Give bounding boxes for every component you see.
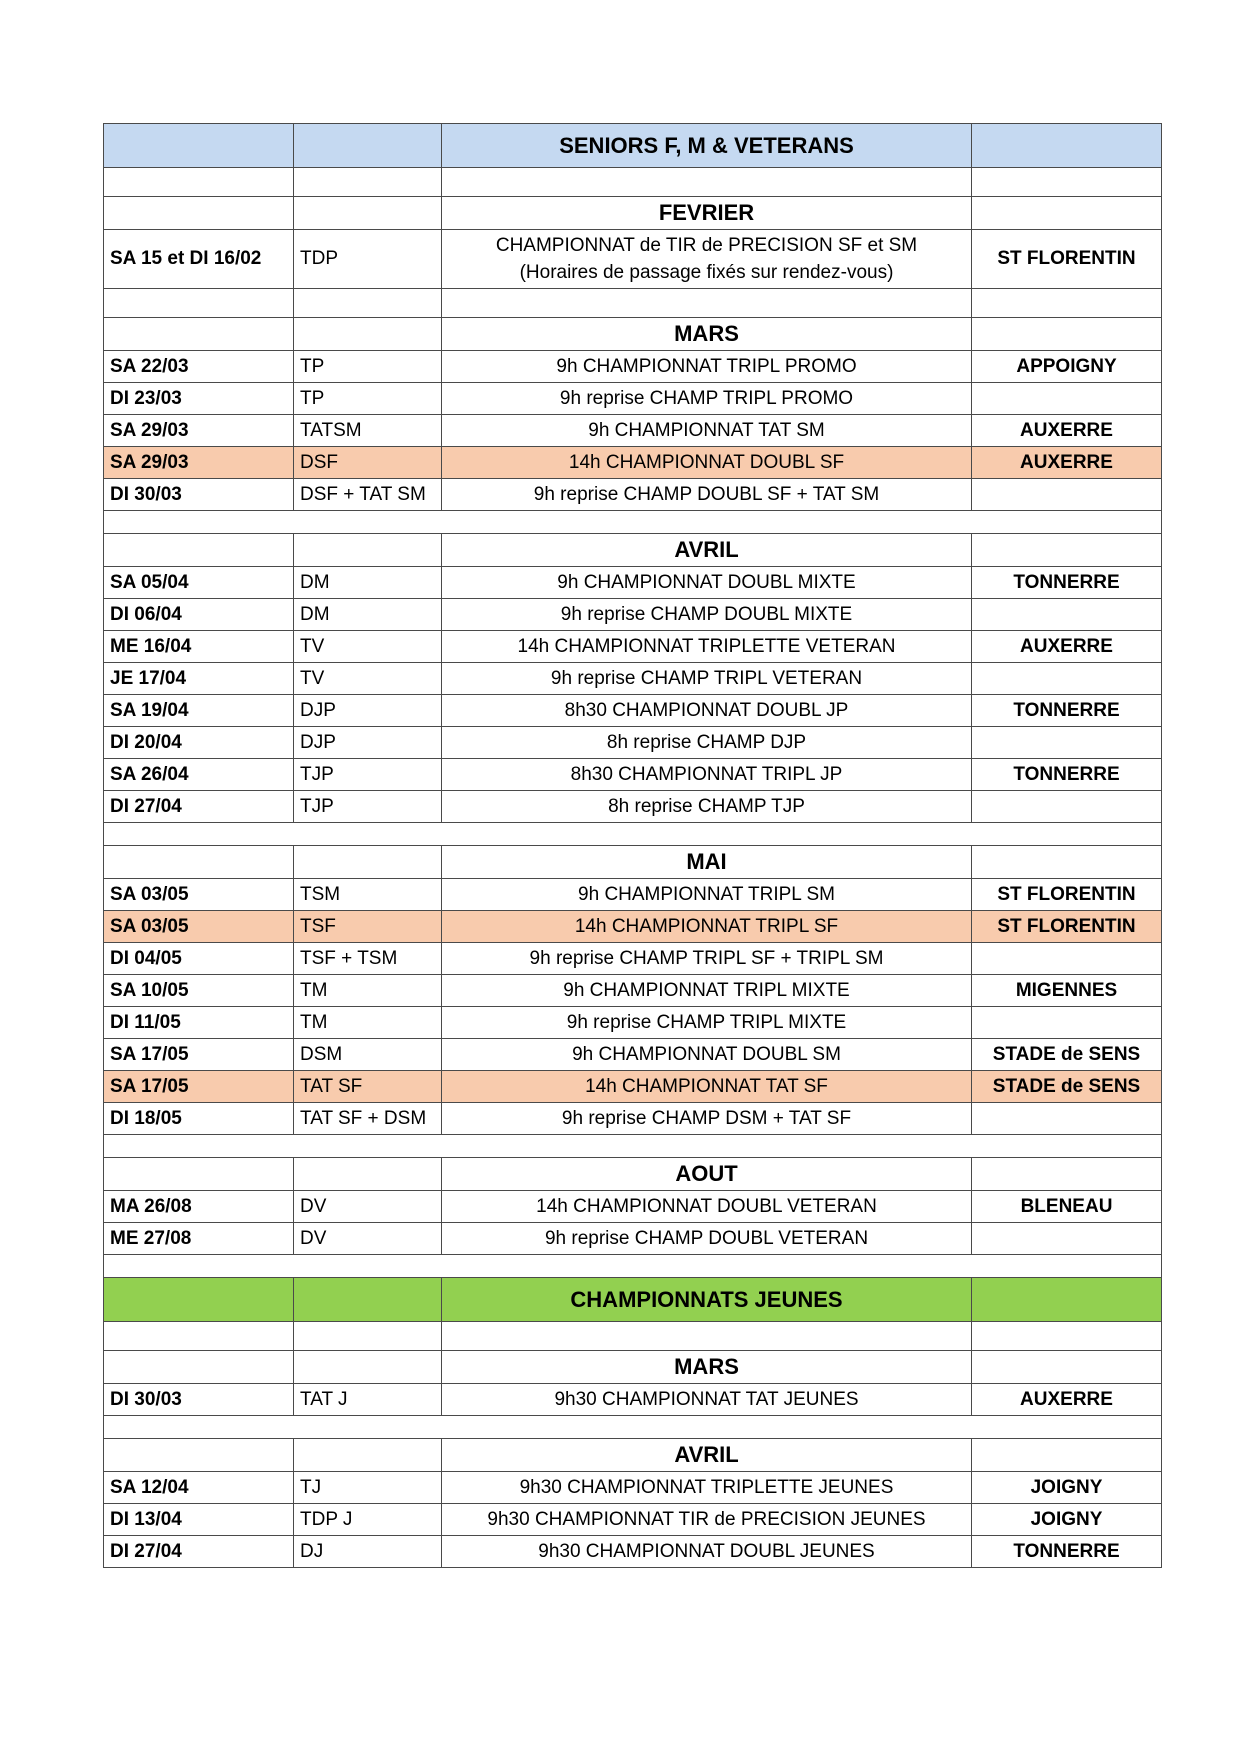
event-code: DJP [294,727,442,759]
spacer-row [104,1416,1162,1439]
spacer-cell [972,289,1162,318]
month-empty-cell [972,197,1162,230]
event-date: DI 30/03 [104,479,294,511]
section-title: SENIORS F, M & VETERANS [442,124,972,168]
event-code: TV [294,631,442,663]
event-location: STADE de SENS [972,1039,1162,1071]
section-empty-cell [294,124,442,168]
event-location [972,1007,1162,1039]
event-row [104,1039,1162,1071]
event-date: JE 17/04 [104,663,294,695]
event-code: TJ [294,1472,442,1504]
month-empty-cell [104,1439,294,1472]
event-location [972,383,1162,415]
spacer-row [104,1322,1162,1351]
event-location [972,599,1162,631]
event-date: ME 27/08 [104,1223,294,1255]
championship-schedule-table [103,123,1162,1568]
event-location: TONNERRE [972,1536,1162,1568]
month-empty-cell [294,1439,442,1472]
spacer-cell [442,289,972,318]
month-empty-cell [294,846,442,879]
event-row [104,1223,1162,1255]
event-description: 14h CHAMPIONNAT TAT SF [442,1071,972,1103]
month-empty-cell [972,318,1162,351]
month-title: MAI [442,846,972,879]
spacer-row [104,1135,1162,1158]
event-code: DSF + TAT SM [294,479,442,511]
section-header-row [104,124,1162,168]
month-empty-cell [972,1351,1162,1384]
event-title: CHAMPIONNAT de TIR de PRECISION SF et SM [495,235,918,256]
event-row [104,631,1162,663]
event-row [104,759,1162,791]
month-title: MARS [442,1351,972,1384]
month-header-row [104,846,1162,879]
spacer-cell [104,1416,1162,1439]
month-title: AOUT [442,1158,972,1191]
event-code: TSM [294,879,442,911]
event-location: BLENEAU [972,1191,1162,1223]
event-row [104,351,1162,383]
spacer-cell [972,1322,1162,1351]
event-date: DI 06/04 [104,599,294,631]
event-code: TP [294,351,442,383]
event-row [104,1191,1162,1223]
spacer-cell [442,1322,972,1351]
event-location [972,663,1162,695]
section-empty-cell [104,124,294,168]
event-row [104,599,1162,631]
spacer-row [104,1255,1162,1278]
event-description: 9h CHAMPIONNAT DOUBL MIXTE [442,567,972,599]
event-row [104,1536,1162,1568]
event-code: TAT J [294,1384,442,1416]
event-date: DI 23/03 [104,383,294,415]
event-date: DI 18/05 [104,1103,294,1135]
event-row [104,943,1162,975]
spacer-row [104,168,1162,197]
event-description: 8h30 CHAMPIONNAT DOUBL JP [442,695,972,727]
event-location [972,1223,1162,1255]
event-row [104,879,1162,911]
month-empty-cell [294,197,442,230]
event-date: DI 27/04 [104,791,294,823]
month-header-row [104,534,1162,567]
event-description: 9h CHAMPIONNAT TAT SM [442,415,972,447]
spacer-cell [972,168,1162,197]
event-location [972,1103,1162,1135]
event-date: SA 19/04 [104,695,294,727]
section-empty-cell [294,1278,442,1322]
event-row [104,663,1162,695]
event-description: 14h CHAMPIONNAT TRIPL SF [442,911,972,943]
section-empty-cell [104,1278,294,1322]
event-date: DI 04/05 [104,943,294,975]
event-note: (Horaires de passage fixés sur rendez-vous) [519,262,894,283]
event-code: DJ [294,1536,442,1568]
spacer-row [104,289,1162,318]
event-date: SA 29/03 [104,447,294,479]
month-header-row [104,1158,1162,1191]
spacer-cell [294,168,442,197]
spacer-cell [104,168,294,197]
event-code: DJP [294,695,442,727]
event-description: 9h reprise CHAMP TRIPL SF + TRIPL SM [442,943,972,975]
event-date: SA 17/05 [104,1039,294,1071]
event-description: 14h CHAMPIONNAT DOUBL VETERAN [442,1191,972,1223]
event-code: DSF [294,447,442,479]
event-row [104,1071,1162,1103]
event-date: SA 03/05 [104,911,294,943]
event-location: JOIGNY [972,1472,1162,1504]
event-date: DI 11/05 [104,1007,294,1039]
event-date: DI 30/03 [104,1384,294,1416]
month-empty-cell [104,1351,294,1384]
event-row [104,1384,1162,1416]
month-empty-cell [972,1158,1162,1191]
event-location: ST FLORENTIN [972,230,1162,289]
event-date: SA 29/03 [104,415,294,447]
month-empty-cell [294,534,442,567]
event-date: SA 17/05 [104,1071,294,1103]
month-title: AVRIL [442,1439,972,1472]
event-code: TDP [294,230,442,289]
month-title: MARS [442,318,972,351]
event-row [104,479,1162,511]
event-row [104,695,1162,727]
event-description: 9h reprise CHAMP TRIPL VETERAN [442,663,972,695]
event-location: STADE de SENS [972,1071,1162,1103]
event-row [104,1103,1162,1135]
event-row [104,791,1162,823]
event-description: 9h30 CHAMPIONNAT TAT JEUNES [442,1384,972,1416]
event-description: 9h30 CHAMPIONNAT DOUBL JEUNES [442,1536,972,1568]
month-empty-cell [972,1439,1162,1472]
event-date: DI 13/04 [104,1504,294,1536]
month-empty-cell [104,846,294,879]
event-description: 9h CHAMPIONNAT TRIPL PROMO [442,351,972,383]
event-location: TONNERRE [972,567,1162,599]
event-code: TV [294,663,442,695]
month-empty-cell [294,1351,442,1384]
event-row [104,415,1162,447]
event-code: TAT SF + DSM [294,1103,442,1135]
event-date: MA 26/08 [104,1191,294,1223]
month-title: FEVRIER [442,197,972,230]
month-header-row [104,1351,1162,1384]
schedule-body [104,124,1162,1568]
section-header-row [104,1278,1162,1322]
event-location: AUXERRE [972,415,1162,447]
month-header-row [104,1439,1162,1472]
event-code: TP [294,383,442,415]
event-date: SA 03/05 [104,879,294,911]
event-description: 9h CHAMPIONNAT TRIPL MIXTE [442,975,972,1007]
event-row [104,1472,1162,1504]
month-empty-cell [972,534,1162,567]
event-description: 9h reprise CHAMP DOUBL SF + TAT SM [442,479,972,511]
event-code: DM [294,599,442,631]
month-empty-cell [294,318,442,351]
event-description: 9h30 CHAMPIONNAT TIR de PRECISION JEUNES [442,1504,972,1536]
event-date: SA 26/04 [104,759,294,791]
event-location: AUXERRE [972,447,1162,479]
event-row [104,1504,1162,1536]
event-description: 9h CHAMPIONNAT DOUBL SM [442,1039,972,1071]
event-code: DSM [294,1039,442,1071]
event-description: 14h CHAMPIONNAT TRIPLETTE VETERAN [442,631,972,663]
event-description [442,230,972,289]
event-row [104,447,1162,479]
event-code: DM [294,567,442,599]
section-empty-cell [972,1278,1162,1322]
month-empty-cell [294,1158,442,1191]
spacer-cell [104,289,294,318]
event-code: TAT SF [294,1071,442,1103]
spacer-cell [294,289,442,318]
event-location [972,791,1162,823]
spacer-cell [104,511,1162,534]
event-row [104,230,1162,289]
event-code: TM [294,975,442,1007]
month-title: AVRIL [442,534,972,567]
event-date: SA 15 et DI 16/02 [104,230,294,289]
event-description: 14h CHAMPIONNAT DOUBL SF [442,447,972,479]
month-empty-cell [104,1158,294,1191]
spacer-cell [104,1135,1162,1158]
spacer-cell [104,1255,1162,1278]
event-row [104,975,1162,1007]
event-description: 9h reprise CHAMP DSM + TAT SF [442,1103,972,1135]
event-date: SA 12/04 [104,1472,294,1504]
event-location: TONNERRE [972,695,1162,727]
event-location: TONNERRE [972,759,1162,791]
month-header-row [104,197,1162,230]
event-code: DV [294,1191,442,1223]
event-row [104,727,1162,759]
month-empty-cell [104,197,294,230]
event-row [104,911,1162,943]
event-location: JOIGNY [972,1504,1162,1536]
event-description: 9h CHAMPIONNAT TRIPL SM [442,879,972,911]
spacer-cell [442,168,972,197]
event-description: 9h reprise CHAMP DOUBL VETERAN [442,1223,972,1255]
event-code: TDP J [294,1504,442,1536]
event-code: TATSM [294,415,442,447]
spacer-cell [294,1322,442,1351]
event-description: 9h reprise CHAMP TRIPL PROMO [442,383,972,415]
event-location [972,479,1162,511]
event-date: ME 16/04 [104,631,294,663]
month-header-row [104,318,1162,351]
event-code: DV [294,1223,442,1255]
event-date: SA 10/05 [104,975,294,1007]
event-location: APPOIGNY [972,351,1162,383]
section-empty-cell [972,124,1162,168]
event-date: DI 27/04 [104,1536,294,1568]
event-row [104,383,1162,415]
month-empty-cell [104,534,294,567]
event-location: MIGENNES [972,975,1162,1007]
event-code: TM [294,1007,442,1039]
event-row [104,1007,1162,1039]
month-empty-cell [104,318,294,351]
spacer-row [104,511,1162,534]
event-code: TSF + TSM [294,943,442,975]
event-description: 8h reprise CHAMP TJP [442,791,972,823]
event-code: TSF [294,911,442,943]
event-location: ST FLORENTIN [972,911,1162,943]
event-code: TJP [294,759,442,791]
month-empty-cell [972,846,1162,879]
spacer-cell [104,1322,294,1351]
spacer-cell [104,823,1162,846]
event-description: 8h reprise CHAMP DJP [442,727,972,759]
event-location: AUXERRE [972,631,1162,663]
section-title: CHAMPIONNATS JEUNES [442,1278,972,1322]
event-description: 9h reprise CHAMP TRIPL MIXTE [442,1007,972,1039]
event-date: DI 20/04 [104,727,294,759]
event-description: 9h reprise CHAMP DOUBL MIXTE [442,599,972,631]
event-code: TJP [294,791,442,823]
event-location: ST FLORENTIN [972,879,1162,911]
event-date: SA 05/04 [104,567,294,599]
event-location [972,943,1162,975]
event-date: SA 22/03 [104,351,294,383]
event-row [104,567,1162,599]
event-location [972,727,1162,759]
event-location: AUXERRE [972,1384,1162,1416]
spacer-row [104,823,1162,846]
event-description: 9h30 CHAMPIONNAT TRIPLETTE JEUNES [442,1472,972,1504]
event-description: 8h30 CHAMPIONNAT TRIPL JP [442,759,972,791]
